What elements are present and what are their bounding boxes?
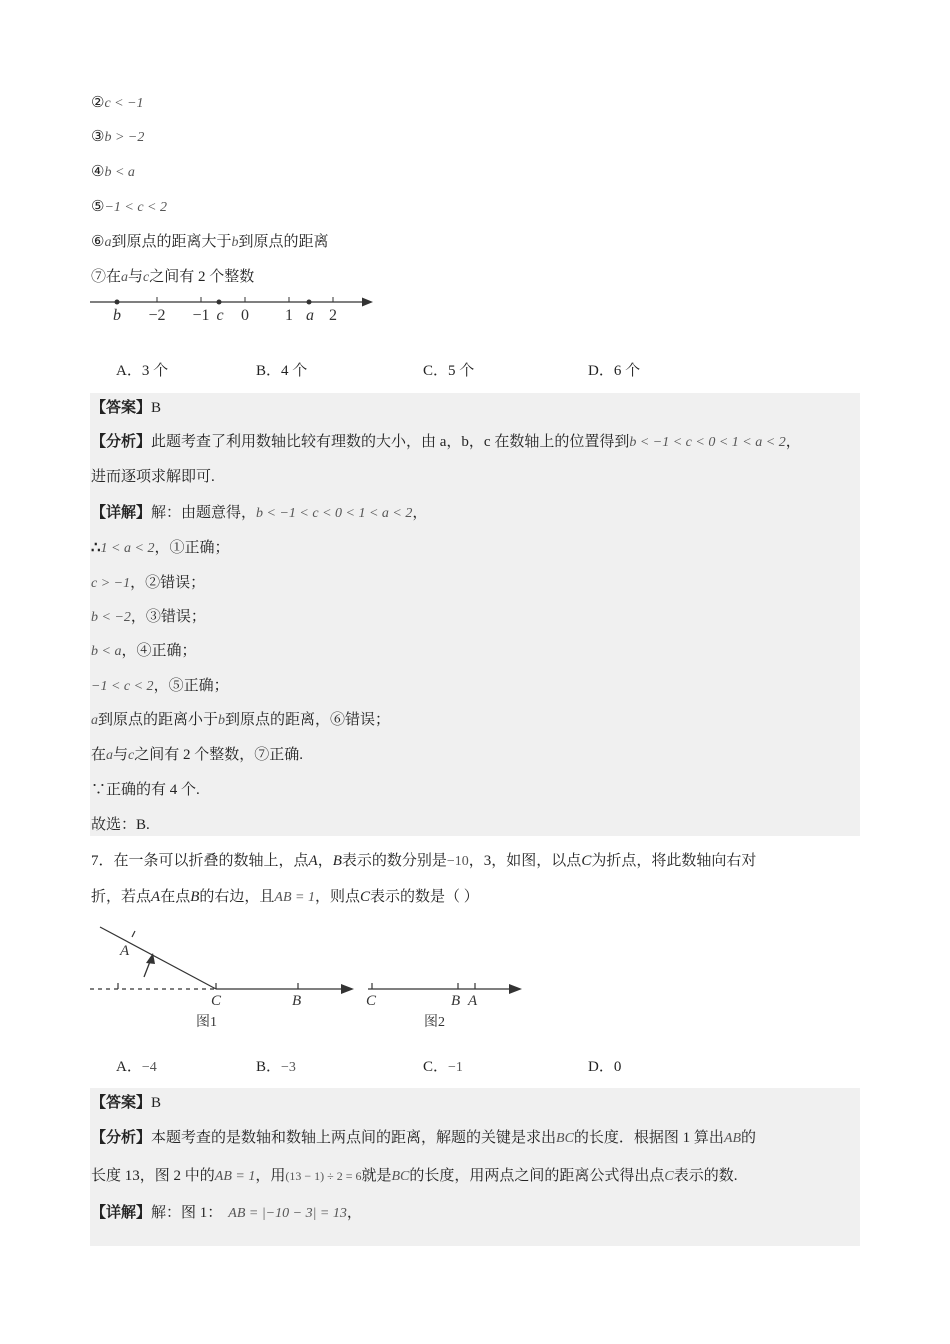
q6-step-1: ∴1 < a < 2，①正确； bbox=[91, 540, 230, 556]
fig2-caption: 图2 bbox=[424, 1015, 445, 1030]
fig1-label-b: B bbox=[292, 993, 302, 1009]
q7-analysis-line1: 【分析】本题考查的是数轴和数轴上两点间的距离，解题的关键是求出BC的长度．根据图 1 算出AB的 bbox=[91, 1130, 757, 1146]
label-1: 1 bbox=[285, 307, 293, 324]
condition-4: ④b < a bbox=[91, 164, 135, 180]
fig1-caption: 图1 bbox=[196, 1015, 217, 1030]
fig1-tick-a bbox=[132, 931, 135, 937]
q7-answer: 【答案】B bbox=[91, 1095, 162, 1111]
fig2-label-c: C bbox=[366, 993, 377, 1009]
condition-3: ③b > −2 bbox=[91, 129, 145, 145]
fig2-label-b: B bbox=[451, 993, 461, 1009]
q6-option-b[interactable]: B．4 个 bbox=[256, 363, 308, 379]
q6-step-2: c > −1，②错误； bbox=[91, 575, 206, 591]
condition-6: ⑥a到原点的距离大于b到原点的距离 bbox=[91, 234, 329, 250]
fig2-axis-arrow bbox=[509, 984, 522, 994]
condition-2: ②c < −1 bbox=[91, 95, 144, 111]
q6-analysis-line2: 进而逐项求解即可. bbox=[91, 469, 215, 485]
label-0: 0 bbox=[241, 307, 249, 324]
label-minus1: −1 bbox=[192, 307, 210, 324]
q7-option-a[interactable]: A．−4 bbox=[116, 1059, 157, 1075]
q7-option-d[interactable]: D．0 bbox=[588, 1059, 622, 1075]
q6-step-4: b < a，④正确； bbox=[91, 643, 197, 659]
fig1-label-a: A bbox=[120, 943, 130, 959]
number-line-figure bbox=[85, 290, 385, 330]
q6-step-5: −1 < c < 2，⑤正确； bbox=[91, 678, 229, 694]
q6-choice: 故选：B. bbox=[91, 817, 150, 833]
q7-analysis-line2: 长度 13，图 2 中的AB = 1，用(13 − 1) ÷ 2 = 6就是BC的长度，用两点之间的距离公式得出点C表示的数. bbox=[91, 1168, 738, 1184]
label-c: c bbox=[216, 307, 224, 324]
q6-detail: 【详解】解：由题意得，b < −1 < c < 0 < 1 < a < 2， bbox=[91, 505, 428, 521]
q6-analysis: 【分析】此题考查了利用数轴比较有理数的大小，由 a，b，c 在数轴上的位置得到b < −1 < c < 0 < 1 < a < 2， bbox=[91, 434, 801, 450]
condition-5: ⑤−1 < c < 2 bbox=[91, 199, 168, 215]
fig1-label-c: C bbox=[211, 993, 222, 1009]
q6-conclusion: ∵正确的有 4 个. bbox=[91, 782, 200, 798]
fig1-axis-arrow bbox=[341, 984, 354, 994]
q6-step-6: a到原点的距离小于b到原点的距离，⑥错误； bbox=[91, 712, 391, 728]
q7-detail: 【详解】解：图 1： AB = |−10 − 3| = 13， bbox=[91, 1205, 362, 1221]
q6-option-d[interactable]: D．6 个 bbox=[588, 363, 641, 379]
label-a: a bbox=[306, 307, 314, 324]
point-a bbox=[307, 300, 312, 305]
fig1-folded-part bbox=[100, 927, 216, 989]
q6-option-a[interactable]: A．3 个 bbox=[116, 363, 169, 379]
label-2: 2 bbox=[329, 307, 337, 324]
q7-question-line2: 折，若点A在点B的右边，且AB = 1，则点C表示的数是（ ） bbox=[91, 889, 479, 905]
fold-figure-1 bbox=[88, 915, 363, 1035]
q6-step-7: 在a与c之间有 2 个整数，⑦正确. bbox=[91, 747, 304, 763]
axis-arrow bbox=[362, 298, 373, 307]
condition-7: ⑦在a与c之间有 2 个整数 bbox=[91, 269, 255, 285]
q7-option-b[interactable]: B．−3 bbox=[256, 1059, 296, 1075]
point-c bbox=[217, 300, 222, 305]
q6-option-c[interactable]: C．5 个 bbox=[423, 363, 475, 379]
label-b: b bbox=[113, 307, 121, 324]
q6-step-3: b < −2，③错误； bbox=[91, 609, 206, 625]
fig2-label-a: A bbox=[468, 993, 478, 1009]
q7-question-line1: 7．在一条可以折叠的数轴上，点A，B表示的数分别是−10，3，如图，以点C为折点，将此数轴向右对 bbox=[91, 853, 757, 869]
label-minus2: −2 bbox=[148, 307, 166, 324]
point-b bbox=[115, 300, 120, 305]
q6-answer: 【答案】B bbox=[91, 400, 162, 416]
fold-figure-2 bbox=[360, 960, 530, 1035]
q7-option-c[interactable]: C．−1 bbox=[423, 1059, 463, 1075]
